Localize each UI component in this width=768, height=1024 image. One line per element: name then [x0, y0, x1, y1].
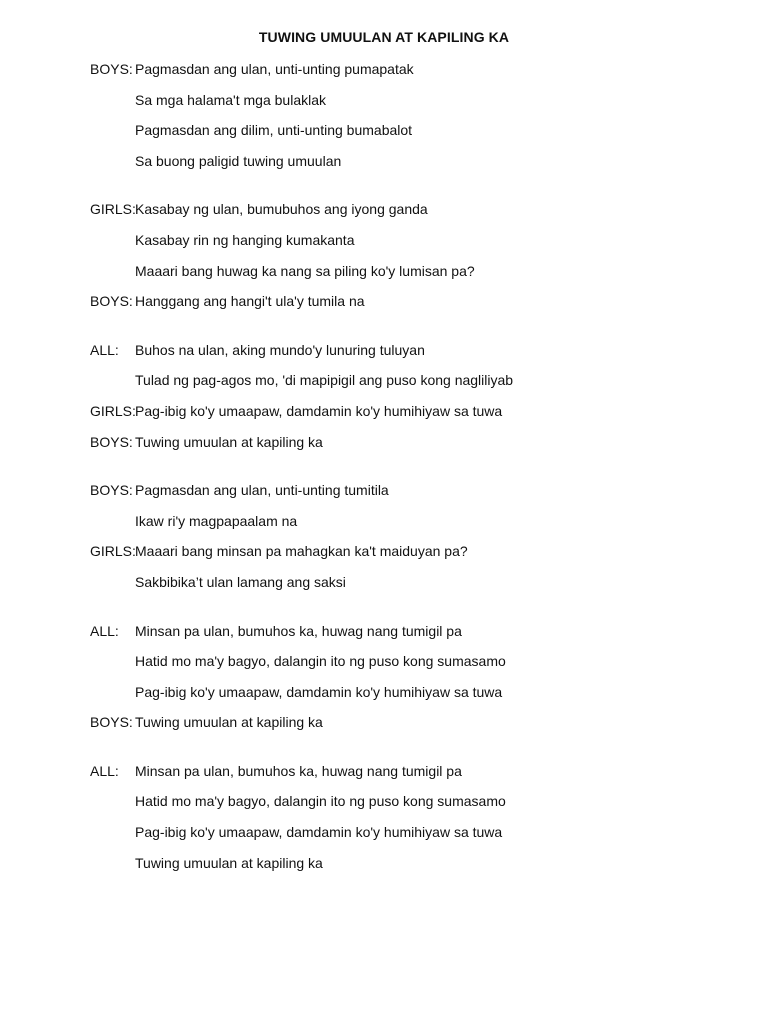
lyric-line — [90, 91, 710, 122]
lyric-line — [90, 854, 710, 885]
lyric-line — [90, 512, 710, 543]
lyric-line — [90, 652, 710, 683]
lyric-line — [90, 792, 710, 823]
stanza — [90, 481, 710, 603]
lyric-line — [90, 371, 710, 402]
singer-label: BOYS: — [90, 433, 133, 450]
singer-label: BOYS: — [90, 293, 133, 310]
lyric-text: Sa mga halama't mga bulaklak — [135, 91, 326, 108]
lyric-line — [90, 433, 710, 464]
singer-label: ALL: — [90, 622, 119, 639]
lyric-text: Sa buong paligid tuwing umuulan — [135, 152, 342, 169]
lyric-text: Pag-ibig ko'y umaapaw, damdamin ko'y humihiyaw sa tuwa — [135, 683, 503, 700]
lyric-text: Hatid mo ma'y bagyo, dalangin ito ng puso kong sumasamo — [135, 653, 506, 670]
lyric-text: Pag-ibig ko'y umaapaw, damdamin ko'y humihiyaw sa tuwa — [135, 402, 503, 419]
lyric-line — [90, 622, 710, 653]
lyric-line — [90, 481, 710, 512]
stanza — [90, 622, 710, 744]
lyric-text: Tuwing umuulan at kapiling ka — [135, 433, 323, 450]
lyric-text: Kasabay ng ulan, bumubuhos ang iyong ganda — [135, 201, 428, 218]
stanza — [90, 341, 710, 463]
lyric-text: Sakbibika’t ulan lamang ang saksi — [135, 573, 346, 590]
lyric-line — [90, 60, 710, 91]
lyric-line — [90, 292, 710, 323]
lyric-text: Maaari bang huwag ka nang sa piling ko'y lumisan pa? — [135, 262, 475, 279]
lyric-line — [90, 542, 710, 573]
lyric-text: Pag-ibig ko'y umaapaw, damdamin ko'y humihiyaw sa tuwa — [135, 824, 503, 841]
lyric-line — [90, 762, 710, 793]
lyric-text: Pagmasdan ang ulan, unti-unting pumapatak — [135, 61, 414, 77]
lyric-line — [90, 573, 710, 604]
lyric-line — [90, 683, 710, 714]
lyric-line — [90, 341, 710, 372]
lyric-text: Minsan pa ulan, bumuhos ka, huwag nang tumigil pa — [135, 762, 462, 779]
lyric-line — [90, 713, 710, 744]
singer-label: BOYS: — [90, 714, 133, 731]
lyric-text: Pagmasdan ang ulan, unti-unting tumitila — [135, 482, 389, 499]
singer-label: BOYS: — [90, 482, 133, 499]
singer-label: BOYS: — [90, 61, 133, 77]
singer-label: GIRLS: — [90, 543, 136, 560]
singer-label: ALL: — [90, 341, 119, 358]
lyric-text: Hatid mo ma'y bagyo, dalangin ito ng puso kong sumasamo — [135, 793, 506, 810]
lyric-line — [90, 152, 710, 183]
lyric-text: Pagmasdan ang dilim, unti-unting bumabalot — [135, 122, 413, 139]
lyric-line — [90, 231, 710, 262]
lyric-text: Tuwing umuulan at kapiling ka — [135, 854, 323, 871]
lyric-line — [90, 121, 710, 152]
singer-label: ALL: — [90, 762, 119, 779]
lyric-text: Buhos na ulan, aking mundo'y lunuring tuluyan — [135, 341, 425, 358]
lyric-text: Tulad ng pag-agos mo, 'di mapipigil ang puso kong nagliliyab — [135, 372, 514, 389]
singer-label: GIRLS: — [90, 201, 136, 218]
song-title: TUWING UMUULAN AT KAPILING KA — [258, 29, 510, 45]
lyric-text: Tuwing umuulan at kapiling ka — [135, 714, 323, 731]
lyric-text: Maaari bang minsan pa mahagkan ka't maiduyan pa? — [135, 543, 468, 560]
lyric-line — [90, 262, 710, 293]
lyric-text: Kasabay rin ng hanging kumakanta — [135, 231, 355, 248]
stanza — [90, 200, 710, 322]
lyric-text: Hanggang ang hangi't ula'y tumila na — [135, 293, 365, 310]
lyric-line — [90, 402, 710, 433]
lyric-text: Minsan pa ulan, bumuhos ka, huwag nang tumigil pa — [135, 622, 462, 639]
singer-label: GIRLS: — [90, 402, 136, 419]
stanza — [90, 60, 710, 182]
lyric-line — [90, 823, 710, 854]
lyric-line — [90, 200, 710, 231]
lyrics-body — [90, 60, 710, 902]
stanza — [90, 762, 710, 884]
lyric-text: Ikaw ri'y magpapaalam na — [135, 512, 298, 529]
